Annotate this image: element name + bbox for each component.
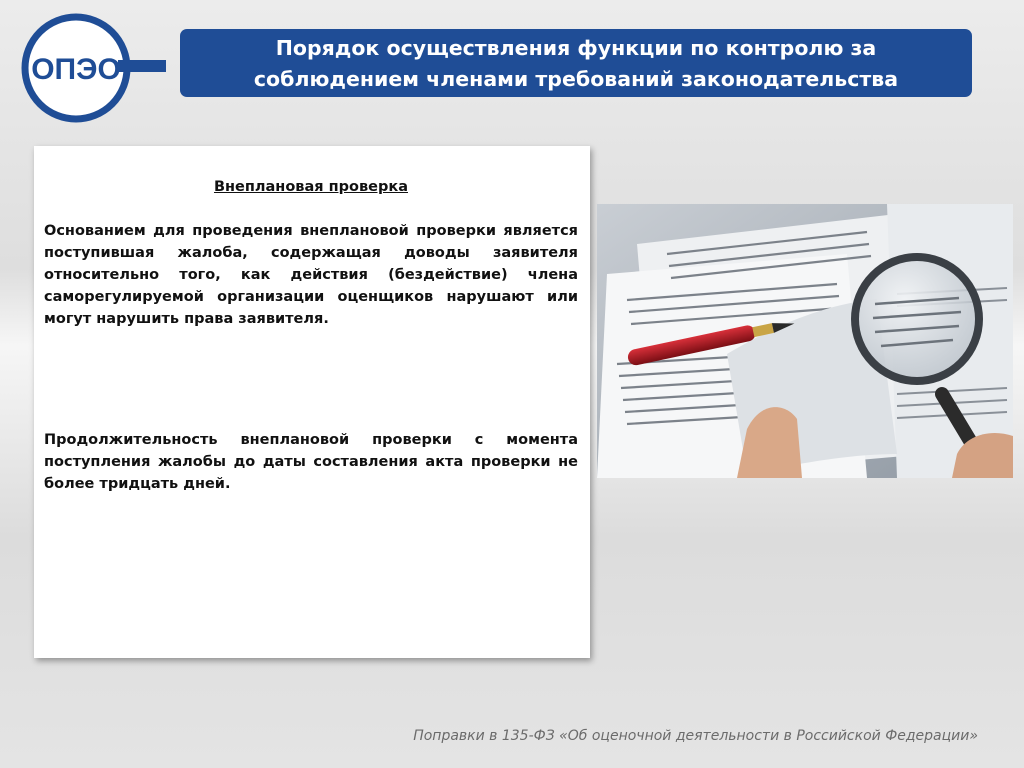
content-card — [34, 146, 590, 658]
opeo-logo-icon — [18, 12, 168, 124]
documents-photo — [597, 204, 1013, 478]
card-title: Внеплановая проверка — [213, 179, 408, 195]
page-title: Порядок осуществления функции по контролю за соблюдением членами требований законодательства — [253, 36, 899, 91]
magnifying-glass-documents-photo — [597, 204, 1013, 478]
opeo-logo — [18, 12, 168, 124]
paragraph-duration: Продолжительность внеплановой проверки с момента поступления жалобы до даты составления акта проверки не более тридцать дней. — [44, 432, 578, 492]
footer-note: Поправки в 135-ФЗ «Об оценочной деятельности в Российской Федерации» — [413, 728, 978, 744]
page-header — [180, 29, 972, 97]
paragraph-basis: Основанием для проведения внеплановой проверки является поступившая жалоба, содержащая доводы заявителя относительно того, как действия (бездействие) члена саморегулируемой организации оценщиков нарушают или могут нарушить права заявителя. — [44, 223, 578, 327]
logo-text: ОПЭО — [31, 53, 121, 86]
